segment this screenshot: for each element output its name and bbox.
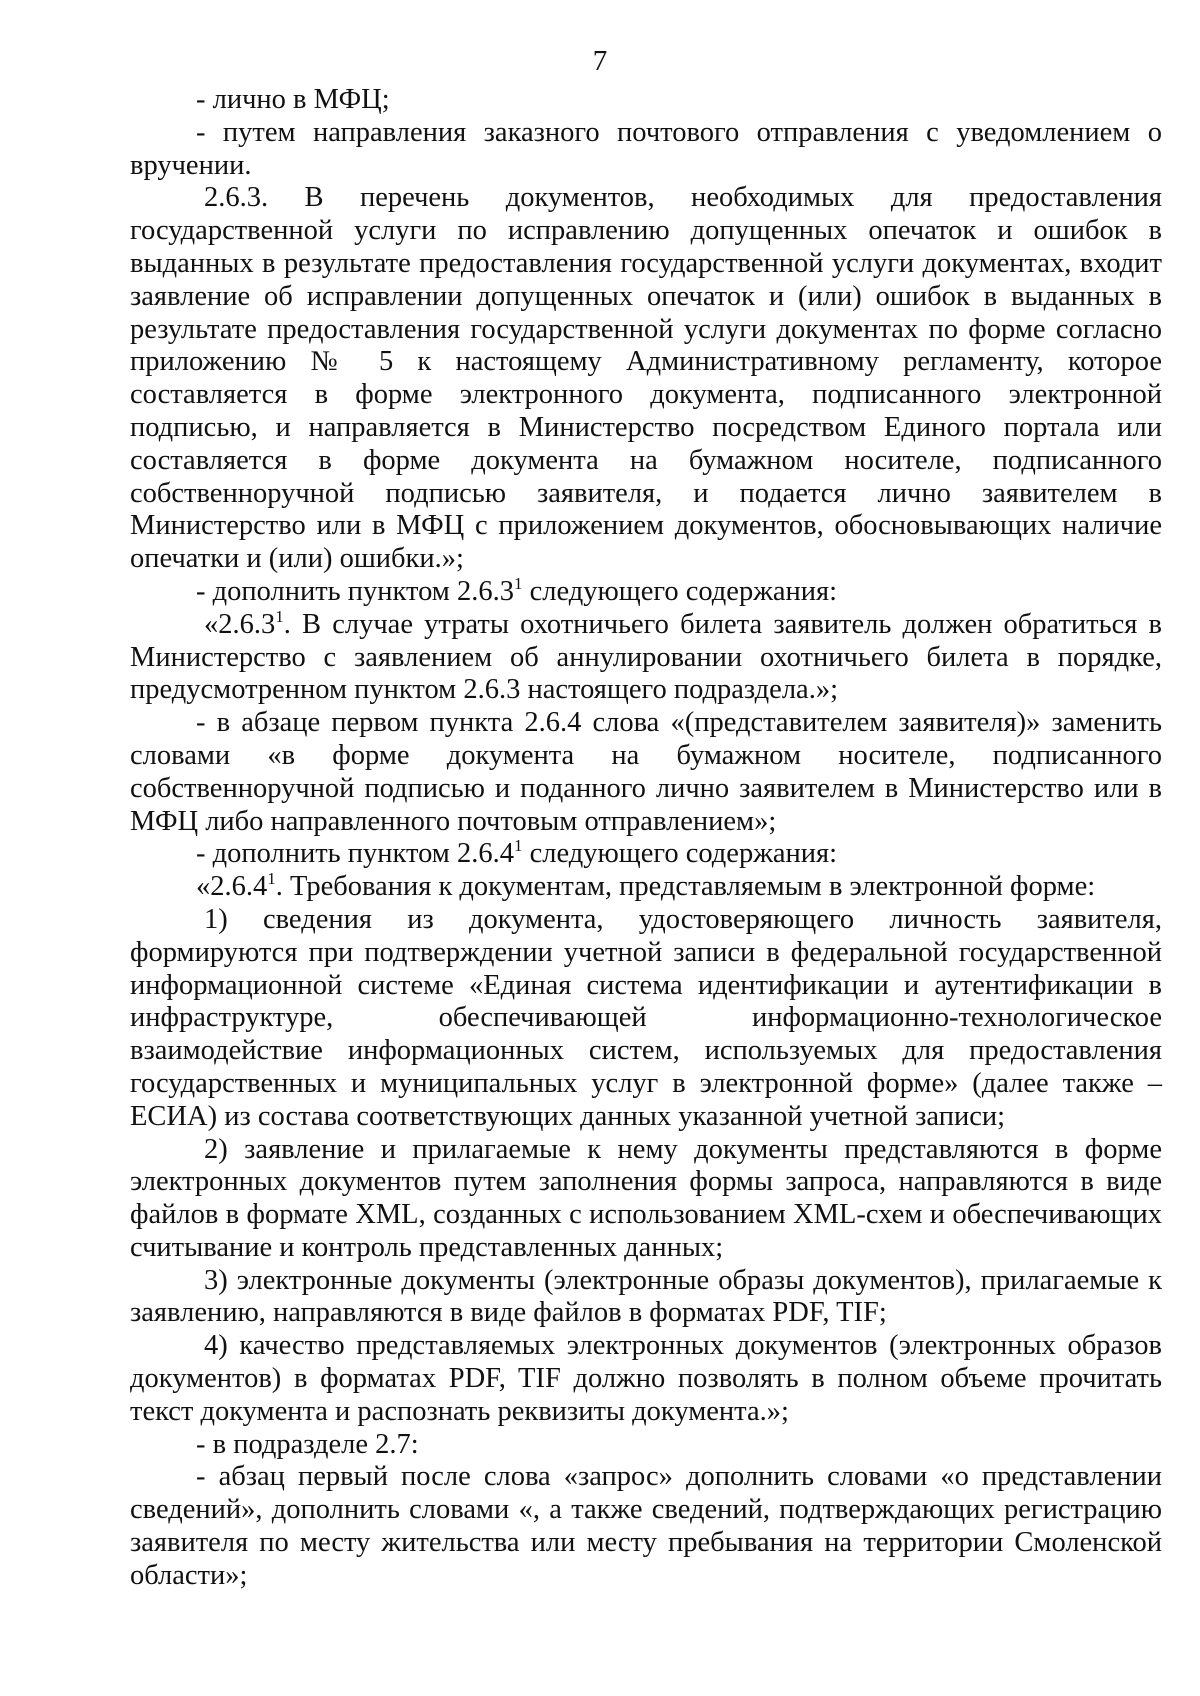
superscript: 1 — [275, 606, 284, 626]
paragraph-4: - дополнить пунктом 2.6.3$^1$ следующего содержания: — [196, 573, 838, 607]
paragraph-3: 2.6.3. В перечень документов, необходимых для предоставления государственной услуги по исправлению допущенных опечаток и ошибок в выданных в результате предоставления государственной услуги документах, входит заявление об исправлении допущенных опечаток и (или) ошибок в выданных в результате предоставления государственной услуги документах по форме согласно приложению № 5 к настоящему Административному регламенту, которое составляется в форме электронного документа, подписанного электронной подписью, и направляется в Министерство посредством Единого портала или составляется в форме документа на бумажном носителе, подписанного собственноручной подписью заявителя, и подается лично заявителем в Министерство или в МФЦ с приложением документов, обосновывающих наличие опечатки и (или) ошибки.»; — [130, 182, 1162, 575]
paragraph-6: - в абзаце первом пункта 2.6.4 слова «(представителем заявителя)» заменить словами «в форме документа на бумажном носителе, подписанного собственноручной подписью и поданного лично заявителем в Министерство или в МФЦ либо направленного почтовым отправлением»; — [130, 707, 1162, 837]
paragraph-2: - путем направления заказного почтового отправления с уведомлением о вручении. — [130, 116, 1162, 181]
paragraph-5: «2.6.3$^1$. В случае утраты охотничьего билета заявитель должен обратиться в Министерство с заявлением об аннулировании охотничьего билета в порядке, предусмотренном пунктом 2.6.3 настоящего подраздела.»; — [130, 606, 1162, 706]
page-number: 7 — [592, 45, 608, 77]
superscript: 1 — [267, 869, 276, 889]
superscript: 1 — [513, 836, 523, 856]
superscript: 1 — [513, 573, 523, 593]
paragraph-1: - лично в МФЦ; — [196, 84, 390, 115]
paragraph-8: «2.6.4$^1$. Требования к документам, представляемым в электронной форме: — [196, 869, 1096, 903]
paragraph-14: - абзац первый после слова «запрос» дополнить словами «о представлении сведений», дополнить словами «, а также сведений, подтверждающих регистрацию заявителя по месту жительства или месту пребывания на территории Смоленской области»; — [130, 1461, 1162, 1591]
paragraph-10: 2) заявление и прилагаемые к нему документы представляются в форме электронных документов путем заполнения формы запроса, направляются в виде файлов в формате XML, созданных с использованием XML-схем и обеспечивающих считывание и контроль представленных данных; — [130, 1133, 1162, 1263]
document-body — [130, 84, 1162, 1593]
paragraph-12: 4) качество представляемых электронных документов (электронных образов документов) в форматах PDF, TIF должно позволять в полном объеме прочитать текст документа и распознать реквизиты документа.»; — [130, 1330, 1162, 1427]
paragraph-7: - дополнить пунктом 2.6.4$^1$ следующего содержания: — [196, 836, 838, 870]
paragraph-13: - в подразделе 2.7: — [196, 1428, 419, 1460]
paragraph-9: 1) сведения из документа, удостоверяющего личность заявителя, формируются при подтверждении учетной записи в федеральной государственной информационной системе «Единая система идентификации и аутентификации в инфраструктуре, обеспечивающей информационно-технологическое взаимодействие информационных систем, используемых для предоставления государственных и муниципальных услуг в электронной форме» (далее также – ЕСИА) из состава соответствующих данных указанной учетной записи; — [130, 903, 1162, 1132]
paragraph-11: 3) электронные документы (электронные образы документов), прилагаемые к заявлению, направляются в виде файлов в форматах PDF, TIF; — [130, 1264, 1162, 1329]
